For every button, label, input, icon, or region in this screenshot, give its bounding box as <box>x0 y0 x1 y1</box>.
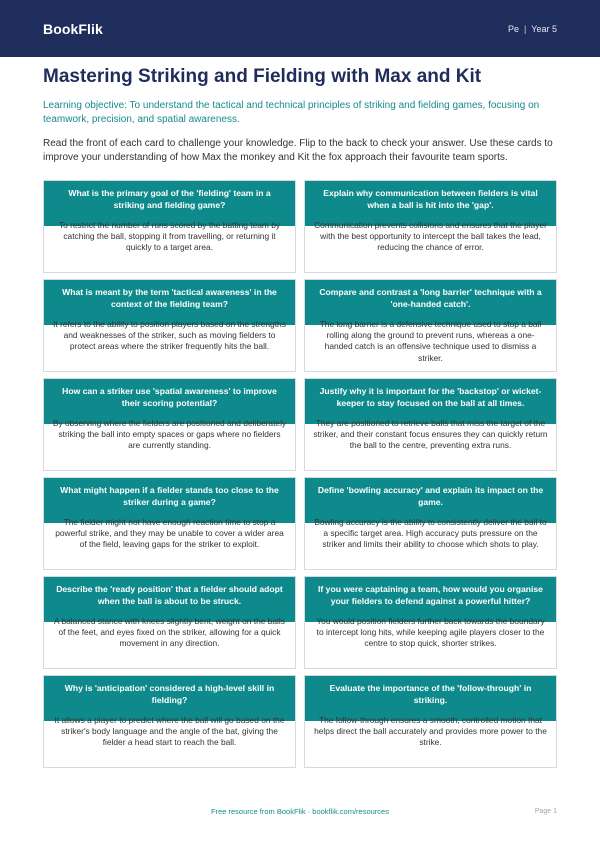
flashcard[interactable] <box>304 675 557 768</box>
flashcard[interactable] <box>43 378 296 471</box>
card-question: Compare and contrast a 'long barrier' technique with a 'one-handed catch'. <box>305 280 556 325</box>
meta-separator: | <box>523 23 527 34</box>
page-title: Mastering Striking and Fielding with Max and Kit <box>43 66 482 87</box>
card-question: If you were captaining a team, how would you organise your fielders to defend against a powerful hitter? <box>305 577 556 622</box>
card-answer: The follow-through ensures a smooth, controlled motion that helps direct the ball accurately and provides more power to the strike. <box>314 715 547 748</box>
flashcard-grid <box>43 180 557 768</box>
flashcard[interactable] <box>304 279 557 372</box>
flashcard[interactable] <box>304 378 557 471</box>
card-answer: It refers to the ability to position players based on the strengths and weaknesses of the striker, such as moving fielders to protect areas where the striker frequently hits the ball. <box>53 319 286 352</box>
card-question: What is the primary goal of the 'fielding' team in a striking and fielding game? <box>44 181 295 226</box>
card-question: Define 'bowling accuracy' and explain its impact on the game. <box>305 478 556 523</box>
card-answer: The long barrier is a defensive technique used to stop a ball rolling along the ground to prevent runs, whereas a one-handed catch is an offensive technique used to dismiss a striker. <box>319 319 542 363</box>
page-number: Page 1 <box>534 808 557 815</box>
flashcard[interactable] <box>304 180 557 273</box>
flashcard[interactable] <box>43 675 296 768</box>
year-label: Year 5 <box>531 23 557 34</box>
card-question: Explain why communication between fielders is vital when a ball is hit into the 'gap'. <box>305 181 556 226</box>
subject-label: Pe <box>507 23 519 34</box>
flashcard[interactable] <box>304 576 557 669</box>
flashcard[interactable] <box>304 477 557 570</box>
card-answer: They are positioned to retrieve balls that miss the target of the striker, and their constant focus ensures they can quickly return the ball to the centre, preventing extra runs. <box>313 418 548 451</box>
card-answer: Communication prevents collisions and ensures that the player with the best opportunity to intercept the ball takes the lead, reducing the chance of error. <box>314 220 547 253</box>
card-answer: By observing where the fielders are positioned and deliberately striking the ball into empty spaces or gaps where no fielders are currently standing. <box>52 418 287 451</box>
card-answer: A balanced stance with knees slightly bent, weight on the balls of the feet, and eyes fixed on the striker, allowing for a quick movement in any direction. <box>54 616 285 649</box>
card-question: What is meant by the term 'tactical awareness' in the context of the fielding team? <box>44 280 295 325</box>
learning-objective: Learning objective: To understand the tactical and technical principles of striking and fielding games, focusing on teamwork, precision, and spatial awareness. <box>43 100 540 125</box>
card-answer: Bowling accuracy is the ability to consistently deliver the ball to a specific target area. High accuracy puts pressure on the striker and limits their ability to choose which shots to play. <box>314 517 547 550</box>
page-footer <box>0 807 600 821</box>
card-question: What might happen if a fielder stands too close to the striker during a game? <box>44 478 295 523</box>
brand-logo[interactable]: BookFlik <box>43 20 103 37</box>
header-bar <box>0 0 600 57</box>
intro-text: Read the front of each card to challenge your knowledge. Flip to the back to check your answer. Use these cards to improve your understanding of how Max the monkey and Kit the fox approach their favourite team sports. <box>43 138 553 163</box>
card-question: Justify why it is important for the 'backstop' or wicket-keeper to stay focused on the ball at all times. <box>305 379 556 424</box>
flashcard[interactable] <box>43 477 296 570</box>
card-question: Why is 'anticipation' considered a high-level skill in fielding? <box>44 676 295 721</box>
card-answer: To restrict the number of runs scored by the batting team by catching the ball, stopping it from travelling, or returning it quickly to a target area. <box>58 220 281 253</box>
header-meta <box>508 24 557 34</box>
card-question: Evaluate the importance of the 'follow-through' in striking. <box>305 676 556 721</box>
footer-credit-link[interactable]: Free resource from BookFlik · bookflik.com/resources <box>211 807 389 816</box>
card-answer: You would position fielders further back towards the boundary to intercept long hits, while keeping agile players closer to the centre to stop quick, shorter strikes. <box>316 616 545 649</box>
card-answer: It allows a player to predict where the ball will go based on the striker's body language and the angle of the bat, giving the fielder a head start to reach the ball. <box>54 715 285 748</box>
card-question: How can a striker use 'spatial awareness' to improve their scoring potential? <box>44 379 295 424</box>
flashcard[interactable] <box>43 180 296 273</box>
flashcard[interactable] <box>43 279 296 372</box>
card-answer: The fielder might not have enough reaction time to stop a powerful strike, and they may be unable to cover a wider area of the field, leaving gaps for the striker to exploit. <box>55 517 284 550</box>
flashcard[interactable] <box>43 576 296 669</box>
card-question: Describe the 'ready position' that a fielder should adopt when the ball is about to be struck. <box>44 577 295 622</box>
